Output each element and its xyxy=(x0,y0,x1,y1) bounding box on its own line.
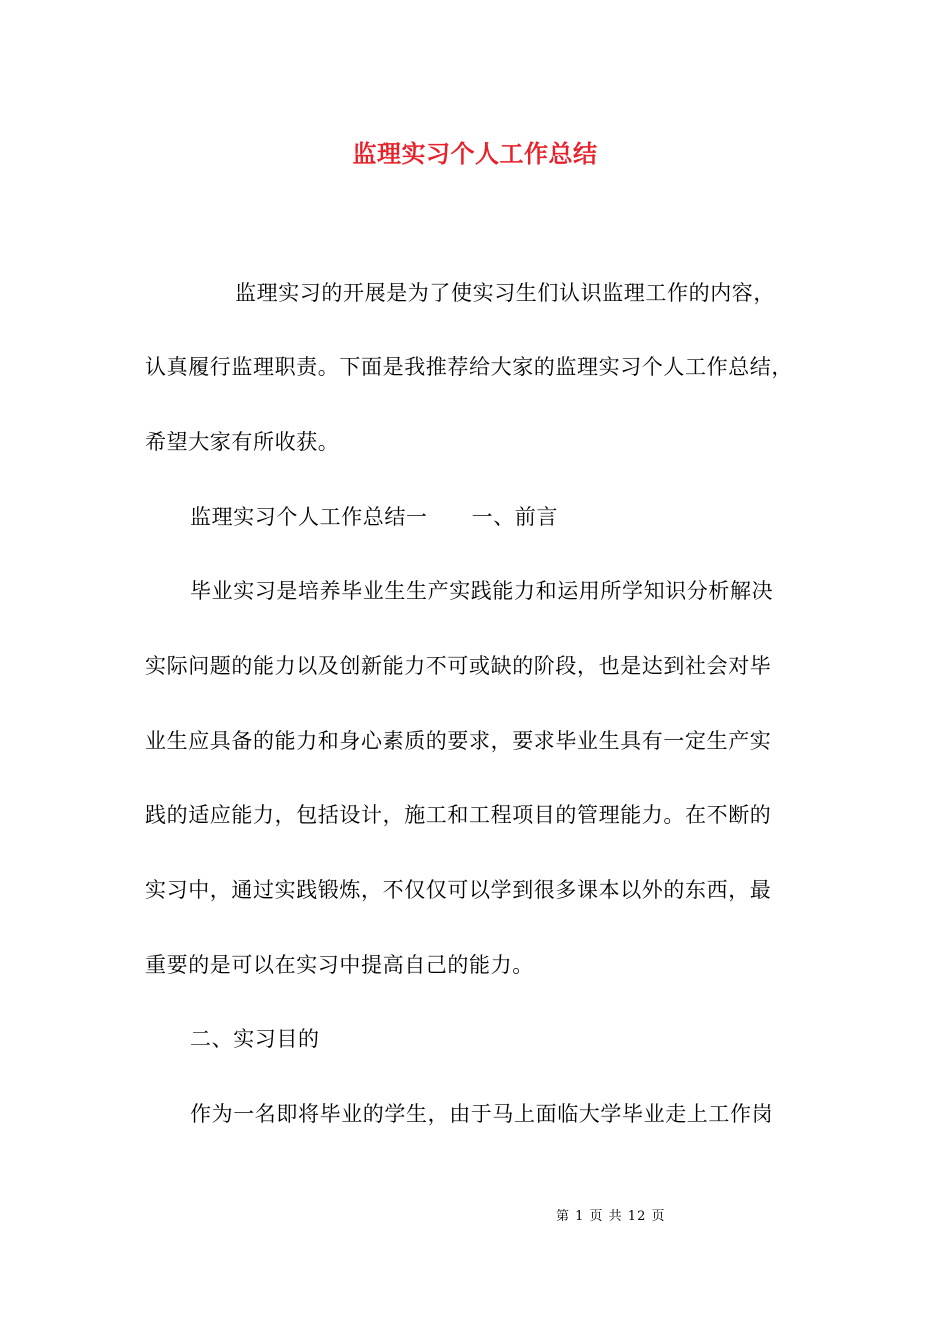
page-number-footer: 第 1 页 共 12 页 xyxy=(556,1209,666,1224)
paragraph-line: 认真履行监理职责。下面是我推荐给大家的监理实习个人工作总结， xyxy=(145,355,793,379)
document-title: 监理实习个人工作总结 xyxy=(352,139,598,168)
section-heading-line: 二、实习目的 xyxy=(190,1027,320,1051)
section-title: 监理实习个人工作总结一 xyxy=(190,505,428,529)
paragraph-line: 监理实习的开展是为了使实习生们认识监理工作的内容， xyxy=(235,281,775,305)
section-heading-line xyxy=(190,502,558,532)
paragraph-line: 实习中，通过实践锻炼，不仅仅可以学到很多课本以外的东西，最 xyxy=(145,878,772,902)
paragraph-line: 作为一名即将毕业的学生，由于马上面临大学毕业走上工作岗 xyxy=(190,1102,774,1126)
paragraph-line: 业生应具备的能力和身心素质的要求，要求毕业生具有一定生产实 xyxy=(145,729,772,753)
paragraph-line: 毕业实习是培养毕业生生产实践能力和运用所学知识分析解决 xyxy=(190,579,774,603)
paragraph-line: 实际问题的能力以及创新能力不可或缺的阶段，也是达到社会对毕 xyxy=(145,654,772,678)
paragraph-line: 践的适应能力，包括设计，施工和工程项目的管理能力。在不断的 xyxy=(145,803,772,827)
paragraph-line: 希望大家有所收获。 xyxy=(145,430,340,454)
paragraph-line: 重要的是可以在实习中提高自己的能力。 xyxy=(145,953,534,977)
section-subtitle: 一、前言 xyxy=(471,505,559,529)
